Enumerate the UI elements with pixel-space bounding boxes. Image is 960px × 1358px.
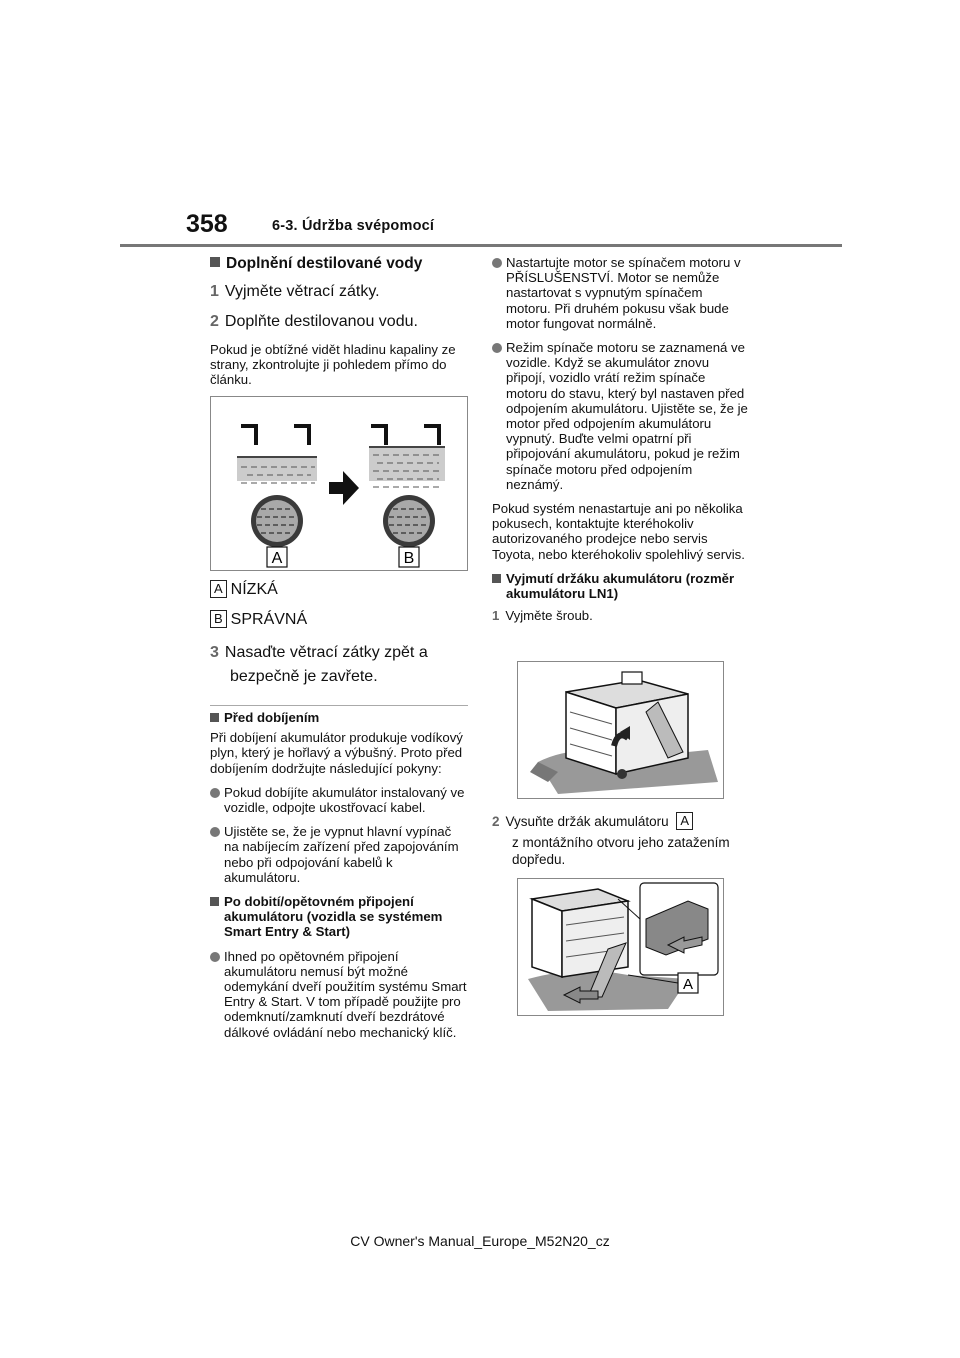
heading-after-charging: Po dobití/opětovném připojení akumulátoru (vozidla se systémem Smart Entry & Start) — [210, 894, 468, 940]
section-separator — [210, 705, 468, 706]
step-1: 1 Vyjměte větrací zátky. — [210, 283, 380, 300]
legend-and-step3 — [210, 580, 468, 689]
electrolyte-level-figure — [210, 396, 468, 571]
section-title: 6-3. Údržba svépomocí — [272, 218, 435, 234]
slide-holder-figure — [517, 878, 724, 1016]
footer: CV Owner's Manual_Europe_M52N20_cz — [350, 1233, 610, 1249]
legend-low: A NÍZKÁ — [210, 580, 468, 599]
arrow-right-icon — [329, 471, 359, 505]
label-a: A — [682, 976, 694, 993]
remove-bolt-figure — [517, 661, 724, 799]
round-bullet-icon — [210, 788, 220, 798]
square-bullet-icon — [492, 574, 501, 583]
heading-before-charging: Před dobíjením — [210, 710, 468, 725]
bullet-charging-2: Ujistěte se, že je vypnut hlavní vypínač na nabíjecím zařízení před zapojováním nebo při odpojování kabelů k akumulátoru. — [210, 824, 468, 885]
bullet-after-1: Ihned po opětovném připojení akumulátoru nemusí být možné odemykání dveří použitím systému Smart Entry & Start. V tom případě použijte pro odemknutí/zamknutí dveří bezdrátové dálkové ovládání nebo mechanický klíč. — [210, 949, 468, 1040]
cell-low-diagram — [237, 426, 317, 547]
round-bullet-icon — [492, 343, 502, 353]
bullet-start-engine: Nastartujte motor se spínačem motoru v PŘÍSLUŠENSTVÍ. Motor se nemůže nastartovat s vypnutým spínačem motoru. Při druhém pokusu však bude motor fungovat normálně. — [492, 255, 750, 331]
step-2: 2 Doplňte destilovanou vodu. — [210, 313, 418, 330]
battery-bolt-diagram — [518, 662, 723, 798]
cell-correct-diagram — [369, 426, 445, 547]
step-slide-holder — [492, 812, 750, 868]
square-bullet-icon — [210, 257, 220, 267]
charging-info — [210, 710, 468, 1040]
right-column — [492, 255, 750, 623]
dealer-para: Pokud systém nenastartuje ani po několika pokusech, kontaktujte kteréhokoliv autorizovaného prodejce nebo servis Toyota, nebo kteréhokoliv spolehlivý servis. — [492, 501, 745, 562]
square-bullet-icon — [210, 713, 219, 722]
step-3: 3 Nasaďte větrací zátky zpět a bezpečně je zavřete. — [210, 644, 428, 685]
charging-para: Při dobíjení akumulátor produkuje vodíkový plyn, který je hořlavý a výbušný. Proto před dobíjením dodržujte následující pokyny: — [210, 730, 463, 776]
heading-remove-holder: Vyjmutí držáku akumulátoru (rozměr akumulátoru LN1) — [492, 571, 750, 601]
round-bullet-icon — [492, 258, 502, 268]
step-slide-text: 2 Vysuňte držák akumulátoru A — [492, 812, 750, 830]
heading-distilled-water: Doplnění destilované vody — [210, 255, 468, 273]
level-note: Pokud je obtížné vidět hladinu kapaliny ze strany, zkontrolujte ji pohledem přímo do článku. — [210, 342, 456, 388]
battery-holder-diagram — [518, 879, 723, 1015]
left-column — [210, 255, 468, 388]
step-remove-bolt: 1 Vyjměte šroub. — [492, 608, 593, 624]
label-b: B — [403, 550, 415, 567]
round-bullet-icon — [210, 952, 220, 962]
bullet-switch-mode: Režim spínače motoru se zaznamená ve vozidle. Když se akumulátor znovu připojí, vozidlo vrátí režim spínače motoru do stavu, který byl nastaven před odpojením akumulátoru. Ujistěte se, že je motor před odpojením akumulátoru vypnutý. Buďte velmi opatrní při připojování akumulátoru, pokud je režim spínače motoru před odpojením neznámý. — [492, 340, 750, 492]
header-rule — [120, 244, 842, 247]
label-a: A — [271, 550, 283, 567]
page-number: 358 — [186, 210, 228, 238]
step-slide-text-2: z montážního otvoru jeho zatažením dopředu. — [512, 835, 730, 867]
legend-correct: B SPRÁVNÁ — [210, 610, 468, 629]
square-bullet-icon — [210, 897, 219, 906]
round-bullet-icon — [210, 827, 220, 837]
electrolyte-diagram — [211, 397, 467, 570]
bullet-charging-1: Pokud dobíjíte akumulátor instalovaný ve vozidle, odpojte ukostřovací kabel. — [210, 785, 468, 815]
